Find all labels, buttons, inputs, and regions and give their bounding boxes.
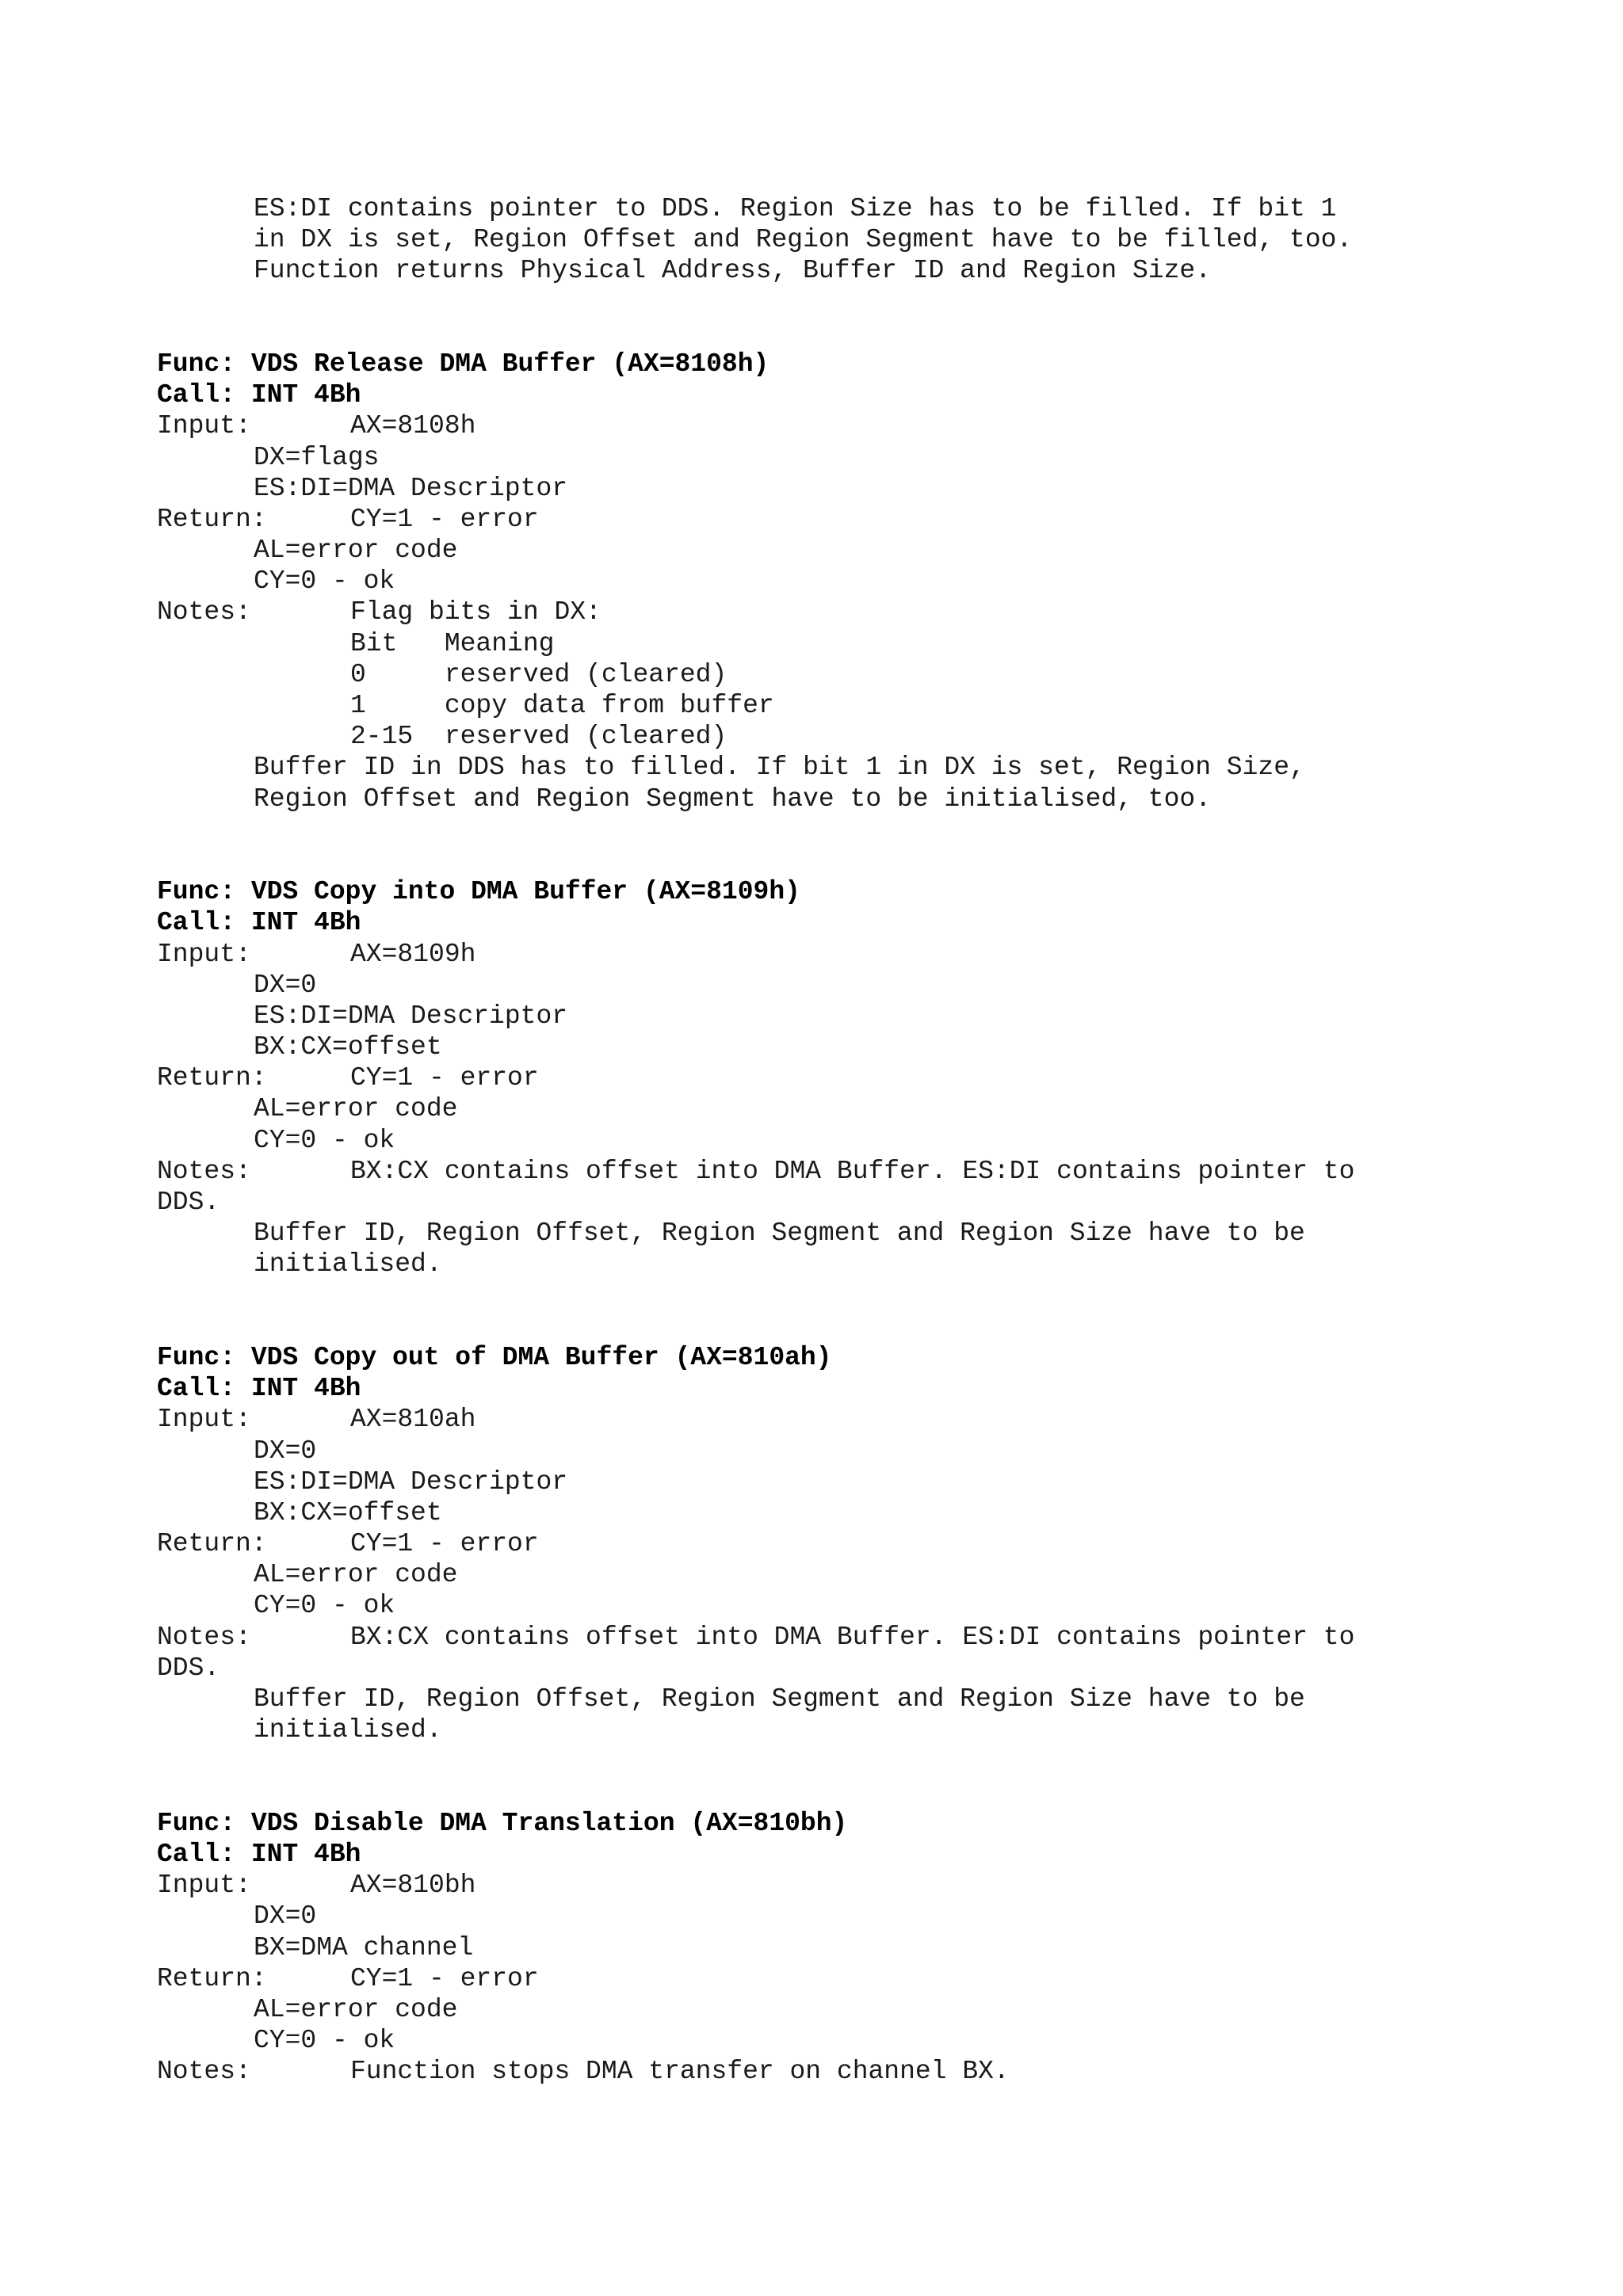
return-continuation: CY=0 - ok bbox=[254, 2026, 395, 2056]
input-line bbox=[157, 939, 1568, 970]
input-line-label: Input: bbox=[157, 939, 251, 969]
notes-line-value: Flag bits in DX: bbox=[350, 597, 601, 627]
input-line-label: Input: bbox=[157, 1871, 251, 1901]
notes-continuation: Region Offset and Region Segment have to be initialised, too. bbox=[254, 784, 1211, 814]
notes-line-label: Notes: bbox=[157, 1156, 251, 1186]
input-continuation: DX=0 bbox=[254, 1901, 317, 1932]
blank-line bbox=[157, 814, 1568, 845]
return-line-label: Return: bbox=[157, 1063, 267, 1093]
input-line-label: Input: bbox=[157, 1405, 251, 1435]
func-heading: Func: VDS Copy into DMA Buffer (AX=8109h) bbox=[157, 877, 800, 907]
input-line-value: AX=8109h bbox=[350, 939, 476, 969]
func-heading: Func: VDS Release DMA Buffer (AX=8108h) bbox=[157, 349, 769, 379]
notes-line-value: BX:CX contains offset into DMA Buffer. ES:DI contains pointer to bbox=[350, 1156, 1355, 1186]
func-heading: Func: VDS Disable DMA Translation (AX=810bh) bbox=[157, 1808, 848, 1838]
input-line bbox=[157, 410, 1568, 441]
blank-line bbox=[157, 287, 1568, 318]
input-line-label: Input: bbox=[157, 411, 251, 441]
notes-wrap: DDS. bbox=[157, 1188, 220, 1217]
intro-line: ES:DI contains pointer to DDS. Region Size has to be filled. If bit 1 bbox=[254, 194, 1337, 223]
call-line: Call: INT 4Bh bbox=[157, 908, 361, 938]
notes-continuation: initialised. bbox=[254, 1249, 442, 1280]
return-continuation: AL=error code bbox=[254, 536, 458, 566]
return-line bbox=[157, 504, 1568, 535]
input-continuation: DX=0 bbox=[254, 970, 317, 1000]
input-continuation: ES:DI=DMA Descriptor bbox=[254, 1466, 568, 1497]
return-line-value: CY=1 - error bbox=[350, 1063, 539, 1093]
return-line-value: CY=1 - error bbox=[350, 1963, 539, 1993]
blank-line bbox=[157, 1745, 1568, 1776]
return-line bbox=[157, 1528, 1568, 1559]
input-line-value: AX=810ah bbox=[350, 1405, 476, 1435]
flag-table-row: 1 copy data from buffer bbox=[350, 691, 774, 720]
return-line-value: CY=1 - error bbox=[350, 1529, 539, 1559]
blank-line bbox=[157, 1311, 1568, 1342]
flag-table-row: 0 reserved (cleared) bbox=[350, 659, 727, 689]
input-continuation: BX:CX=offset bbox=[254, 1032, 442, 1062]
notes-line bbox=[157, 2056, 1568, 2087]
input-line-value: AX=810bh bbox=[350, 1871, 476, 1901]
return-line-value: CY=1 - error bbox=[350, 504, 539, 534]
notes-line bbox=[157, 1156, 1568, 1187]
input-continuation: BX:CX=offset bbox=[254, 1497, 442, 1527]
input-line-value: AX=8108h bbox=[350, 411, 476, 441]
input-line bbox=[157, 1870, 1568, 1901]
notes-continuation: initialised. bbox=[254, 1715, 442, 1745]
call-line: Call: INT 4Bh bbox=[157, 380, 361, 410]
intro-line: in DX is set, Region Offset and Region Segment have to be filled, too. bbox=[254, 225, 1353, 255]
return-continuation: AL=error code bbox=[254, 1094, 458, 1124]
return-continuation: CY=0 - ok bbox=[254, 566, 395, 597]
input-continuation: ES:DI=DMA Descriptor bbox=[254, 1001, 568, 1031]
func-heading: Func: VDS Copy out of DMA Buffer (AX=810ah) bbox=[157, 1342, 832, 1372]
notes-line-value: BX:CX contains offset into DMA Buffer. ES:DI contains pointer to bbox=[350, 1622, 1355, 1652]
document-page bbox=[157, 193, 1568, 2087]
return-continuation: AL=error code bbox=[254, 1994, 458, 2024]
return-continuation: CY=0 - ok bbox=[254, 1125, 395, 1155]
return-continuation: CY=0 - ok bbox=[254, 1591, 395, 1621]
call-line: Call: INT 4Bh bbox=[157, 1839, 361, 1869]
blank-line bbox=[157, 1280, 1568, 1311]
notes-continuation: Buffer ID, Region Offset, Region Segment and Region Size have to be bbox=[254, 1219, 1305, 1249]
input-continuation: BX=DMA channel bbox=[254, 1932, 474, 1962]
return-line-label: Return: bbox=[157, 504, 267, 534]
input-continuation: DX=flags bbox=[254, 442, 380, 472]
notes-line-label: Notes: bbox=[157, 597, 251, 627]
input-line bbox=[157, 1404, 1568, 1435]
flag-table-row: Bit Meaning bbox=[350, 628, 555, 658]
notes-continuation: Buffer ID in DDS has to filled. If bit 1 in DX is set, Region Size, bbox=[254, 753, 1305, 783]
return-continuation: AL=error code bbox=[254, 1560, 458, 1590]
blank-line bbox=[157, 1777, 1568, 1808]
input-continuation: ES:DI=DMA Descriptor bbox=[254, 473, 568, 503]
return-line-label: Return: bbox=[157, 1963, 267, 1993]
call-line: Call: INT 4Bh bbox=[157, 1374, 361, 1404]
blank-line bbox=[157, 845, 1568, 876]
notes-continuation: Buffer ID, Region Offset, Region Segment and Region Size have to be bbox=[254, 1684, 1305, 1714]
notes-line-label: Notes: bbox=[157, 1622, 251, 1652]
input-continuation: DX=0 bbox=[254, 1436, 317, 1466]
notes-line bbox=[157, 597, 1568, 627]
flag-table-row: 2-15 reserved (cleared) bbox=[350, 722, 727, 752]
return-line bbox=[157, 1062, 1568, 1093]
return-line-label: Return: bbox=[157, 1529, 267, 1559]
return-line bbox=[157, 1963, 1568, 1994]
notes-line bbox=[157, 1622, 1568, 1653]
notes-line-label: Notes: bbox=[157, 2057, 251, 2087]
intro-line: Function returns Physical Address, Buffer ID and Region Size. bbox=[254, 256, 1211, 286]
notes-line-value: Function stops DMA transfer on channel BX. bbox=[350, 2057, 1010, 2087]
notes-wrap: DDS. bbox=[157, 1653, 220, 1683]
blank-line bbox=[157, 318, 1568, 349]
